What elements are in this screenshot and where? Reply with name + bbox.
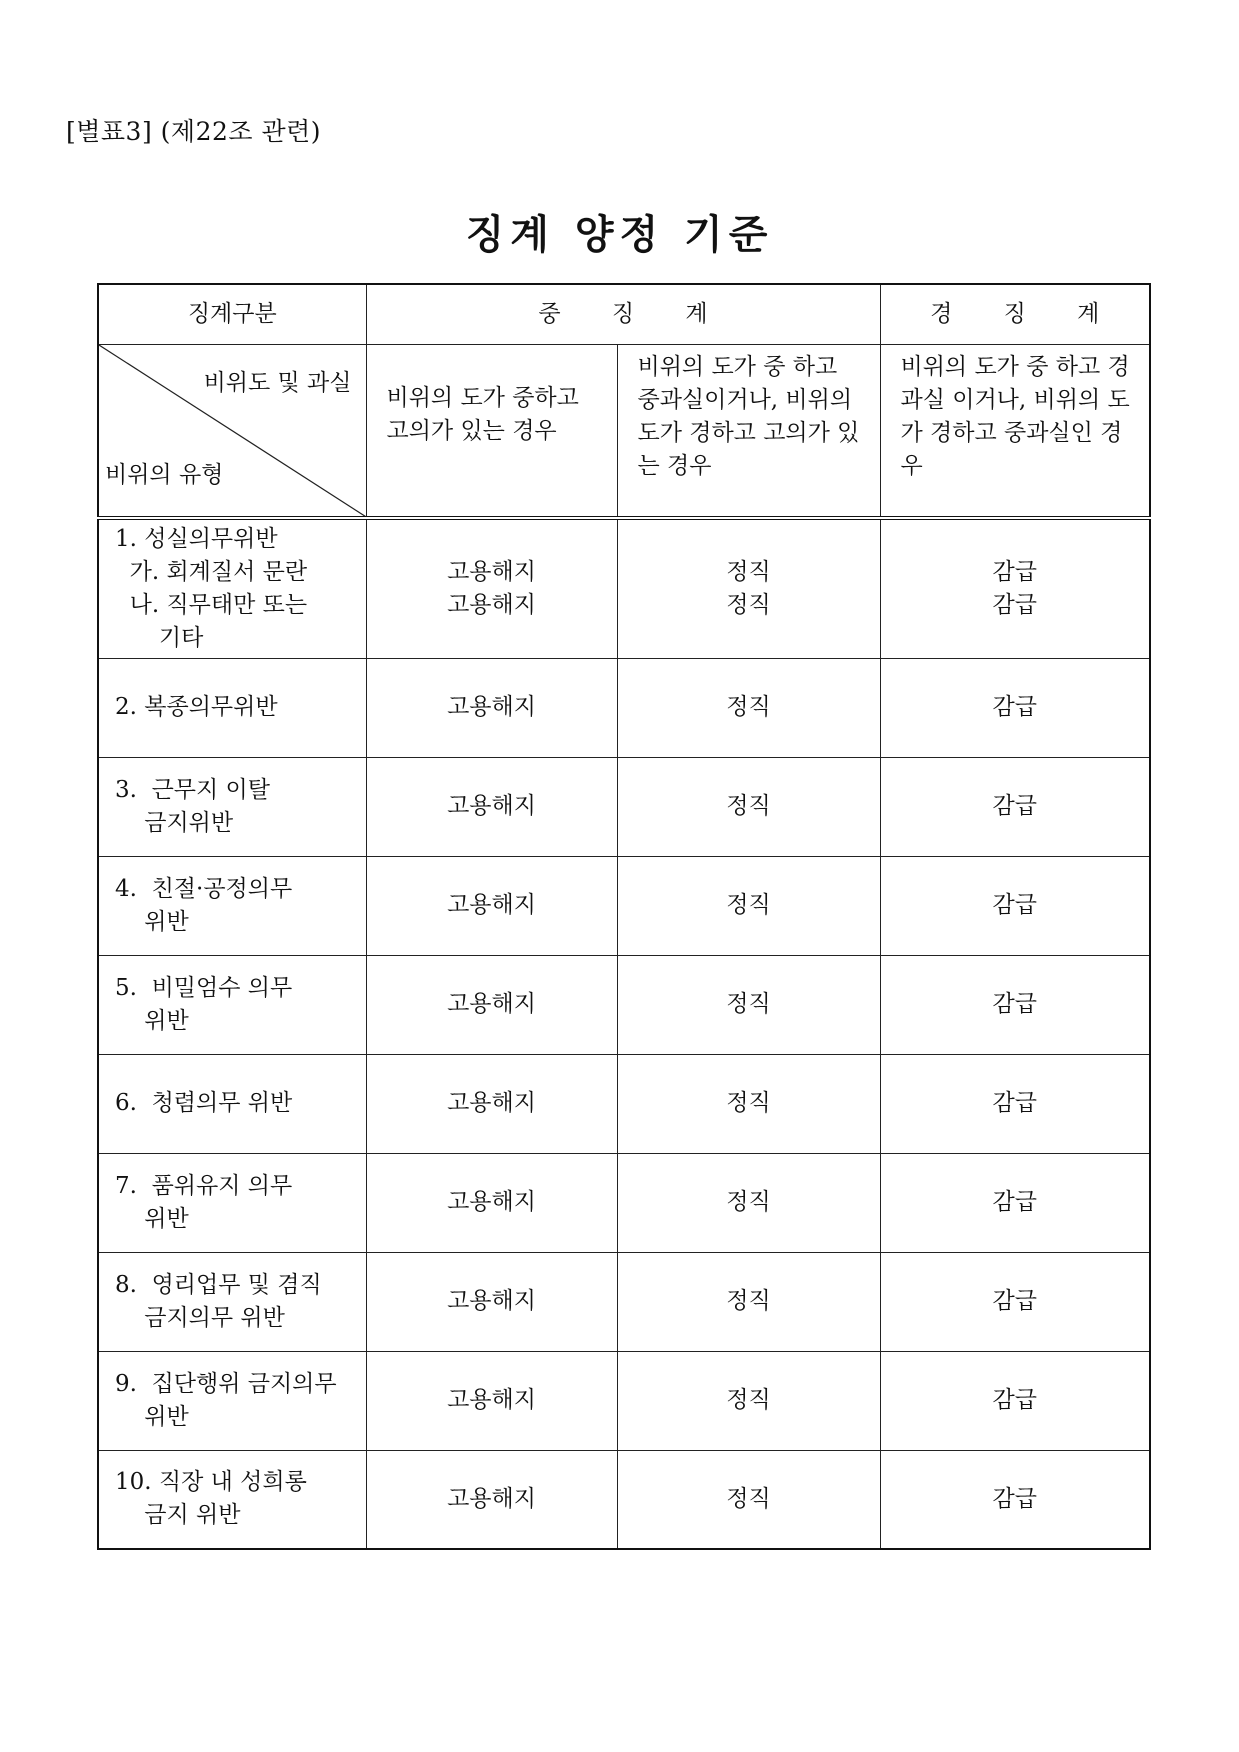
penalty-light: 감급 [880,658,1150,757]
table-row [98,1450,1150,1549]
penalty-heavy-1: 고용해지 [366,1054,617,1153]
table-row [98,1153,1150,1252]
desc-heavy-intent: 비위의 도가 중하고 고의가 있는 경우 [366,344,617,518]
penalty-light: 감급 [880,1252,1150,1351]
header-category: 징계구분 [98,284,366,344]
penalty-heavy-2: 정직 [617,955,880,1054]
penalty-heavy-2: 정직 [617,1252,880,1351]
violation-type: 9. 집단행위 금지의무 위반 [98,1351,366,1450]
document-title: 징계 양정 기준 [465,211,774,258]
table-row [98,757,1150,856]
diag-bottom-label: 비위의 유형 [105,462,224,488]
penalty-heavy-2: 정직 정직 [617,518,880,658]
violation-type: 6. 청렴의무 위반 [98,1054,366,1153]
diag-top-label: 비위도 및 과실 [203,369,352,396]
annex-reference: [별표3] (제22조 관련) [66,117,322,146]
table-row [98,1054,1150,1153]
discipline-table [97,283,1151,1550]
penalty-light: 감급 [880,856,1150,955]
table-row [98,1252,1150,1351]
penalty-light: 감급 [880,1450,1150,1549]
penalty-heavy-2: 정직 [617,1153,880,1252]
desc-light: 비위의 도가 중 하고 경과실 이거나, 비위의 도가 경하고 중과실인 경우 [880,344,1150,518]
penalty-heavy-2: 정직 [617,1054,880,1153]
penalty-heavy-2: 정직 [617,1450,880,1549]
penalty-light: 감급 [880,757,1150,856]
table-row [98,658,1150,757]
penalty-heavy-1: 고용해지 고용해지 [366,518,617,658]
table-row [98,856,1150,955]
penalty-heavy-1: 고용해지 [366,658,617,757]
penalty-light: 감급 [880,1153,1150,1252]
violation-type: 5. 비밀엄수 의무 위반 [98,955,366,1054]
penalty-heavy-1: 고용해지 [366,757,617,856]
header-heavy: 중 징 계 [366,284,880,344]
penalty-heavy-2: 정직 [617,1351,880,1450]
penalty-heavy-1: 고용해지 [366,1351,617,1450]
penalty-heavy-1: 고용해지 [366,1252,617,1351]
desc-heavy-negligence: 비위의 도가 중 하고 중과실이거나, 비위의 도가 경하고 고의가 있는 경우 [617,344,880,518]
penalty-heavy-1: 고용해지 [366,1153,617,1252]
violation-type: 4. 친절·공정의무 위반 [98,856,366,955]
violation-type: 3. 근무지 이탈 금지위반 [98,757,366,856]
diagonal-header-cell [98,344,366,518]
subheader-row [98,344,1150,518]
table-row [98,518,1150,658]
penalty-heavy-2: 정직 [617,757,880,856]
violation-type: 7. 품위유지 의무 위반 [98,1153,366,1252]
penalty-heavy-2: 정직 [617,856,880,955]
penalty-heavy-1: 고용해지 [366,856,617,955]
violation-type: 2. 복종의무위반 [98,658,366,757]
penalty-heavy-1: 고용해지 [366,1450,617,1549]
penalty-light: 감급 [880,1054,1150,1153]
header-light: 경 징 계 [880,284,1150,344]
header-row [98,284,1150,344]
penalty-light: 감급 감급 [880,518,1150,658]
penalty-light: 감급 [880,1351,1150,1450]
table-row [98,1351,1150,1450]
penalty-heavy-2: 정직 [617,658,880,757]
table-row [98,955,1150,1054]
penalty-heavy-1: 고용해지 [366,955,617,1054]
violation-type: 1. 성실의무위반 가. 회계질서 문란 나. 직무태만 또는 기타 [98,518,366,658]
violation-type: 8. 영리업무 및 겸직 금지의무 위반 [98,1252,366,1351]
penalty-light: 감급 [880,955,1150,1054]
violation-type: 10. 직장 내 성희롱 금지 위반 [98,1450,366,1549]
